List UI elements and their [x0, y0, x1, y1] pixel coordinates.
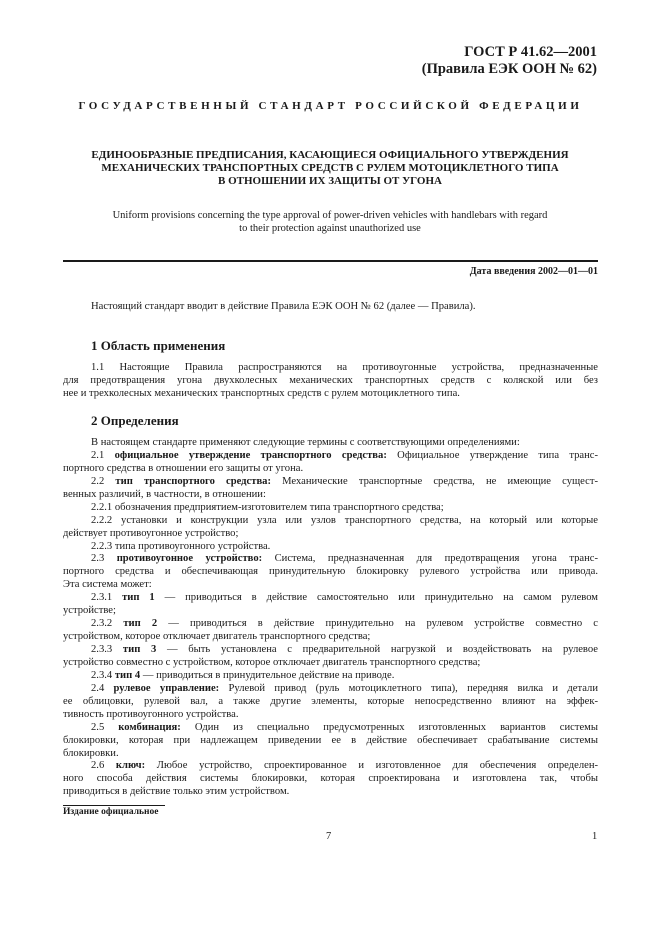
gost-code-block [422, 44, 597, 78]
paragraph-line: устройством, которое отключает двигатель транспортного средства; [63, 631, 371, 643]
defined-term: тип 1 [122, 592, 155, 604]
paragraph-line: действует противоугонное устройство; [63, 527, 239, 539]
definition-line [63, 618, 598, 631]
definition-text: — приводиться в принудительное действие на приводе. [140, 669, 395, 681]
defined-term: тип 2 [123, 618, 158, 630]
definition-text: Рулевой привод (руль мотоциклетного типа), передняя вилка и детали [219, 682, 598, 694]
paragraph-line: Эта система может: [63, 579, 152, 591]
clause-number: 2.3.2 [91, 618, 124, 630]
clause-number: 2.5 [91, 721, 119, 733]
section-2-body [63, 437, 598, 799]
title-line: МЕХАНИЧЕСКИХ ТРАНСПОРТНЫХ СРЕДСТВ С РУЛЕМ МОТОЦИКЛЕТНОГО ТИПА [101, 162, 559, 174]
document-title [40, 149, 620, 188]
paragraph-line: приводиться в действие только этим устройством. [63, 786, 290, 798]
paragraph-line: ее облицовки, рулевой вал, а также другие элементы, которые непосредственно влияют на эффек- [63, 695, 598, 707]
definition-line [63, 476, 598, 489]
defined-term: комбинация: [118, 721, 181, 733]
definition-text: — приводиться в действие самостоятельно или принудительно на самом рулевом [154, 592, 598, 604]
title-divider [63, 260, 598, 262]
clause-number: 2.3.4 [91, 669, 115, 681]
definition-text: Один из специально предусмотренных изготовленных вариантов системы [180, 721, 598, 733]
definition-text: — быть установлена с предварительной нагрузкой и воздействовать на рулевое [156, 644, 598, 655]
definition-line [63, 760, 598, 773]
english-title-line: Uniform provisions concerning the type approval of power-driven vehicles with handlebars with regard [112, 210, 548, 221]
defined-term: противоугонное устройство: [116, 553, 263, 565]
clause-number: 2.4 [91, 682, 114, 694]
clause-number: 2.3.3 [91, 644, 123, 655]
introduction-date: Дата введения 2002—01—01 [469, 266, 598, 277]
definition-text: Официальное утверждение типа транс- [386, 449, 598, 461]
paragraph-line: 2.2.1 обозначения предприятием-изготовителем типа транспортного средства; [91, 501, 444, 513]
clause-number: 2.3 [91, 553, 117, 565]
paragraph-line: Настоящий стандарт вводит в действие Правила ЕЭК ООН № 62 (далее — Правила). [91, 301, 476, 312]
title-line: ЕДИНООБРАЗНЫЕ ПРЕДПИСАНИЯ, КАСАЮЩИЕСЯ ОФИЦИАЛЬНОГО УТВЕРЖДЕНИЯ [91, 149, 569, 161]
paragraph-line: блокировки, которая при надлежащем приведении ее в действие обеспечивает срабатывание системы [63, 734, 598, 746]
definition-text: Любое устройство, спроектированное и изготовленное для обеспечения определен- [145, 760, 598, 772]
state-standard-header: ГОСУДАРСТВЕННЫЙ СТАНДАРТ РОССИЙСКОЙ ФЕДЕРАЦИИ [78, 100, 583, 112]
paragraph-line: 1.1 Настоящие Правила распространяются на противоугонные устройства, предназначенные [91, 362, 598, 373]
page-number-right: 1 [592, 831, 598, 842]
gost-number: ГОСТ Р 41.62—2001 [464, 44, 597, 60]
paragraph-line: нее и трехколесных механических транспортных средств с рулем мотоциклетного типа. [63, 387, 460, 399]
paragraph-line: 2.2.3 типа противоугонного устройства. [91, 540, 271, 552]
definition-line [63, 553, 598, 566]
ece-rules-number: (Правила ЕЭК ООН № 62) [421, 61, 597, 77]
definition-line [63, 592, 598, 605]
paragraph-line: для предотвращения угона двухколесных механических транспортных средств с коляской или без [63, 374, 598, 386]
page-number-center: 7 [326, 831, 332, 842]
definition-text: Механические транспортные средства, не имеющие сущест- [270, 475, 598, 487]
english-title-line: to their protection against unauthorized use [239, 223, 421, 234]
edition-divider [63, 805, 165, 806]
definition-text: — приводиться в действие принудительно на рулевом устройстве совместно с [157, 618, 598, 630]
defined-term: рулевое управление: [113, 682, 220, 694]
paragraph-line: 2.2.2 установки и конструкции узла или узлов транспортного средства, на который или которые [91, 514, 598, 526]
paragraph-line: портного средства в отношении его защиты от угона. [63, 462, 304, 474]
paragraph-line: устройство совместно с устройством, которое отключает двигатель транспортного средства; [63, 656, 481, 668]
paragraph-line: тивность противоугонного устройства. [63, 708, 239, 720]
definition-line [63, 670, 598, 683]
section-1-body [63, 362, 598, 401]
defined-term: ключ: [115, 760, 146, 772]
definition-text: Система, предназначенная для предотвращения угона транс- [262, 553, 598, 565]
defined-term: тип 3 [122, 644, 157, 655]
clause-number: 2.3.1 [91, 592, 123, 604]
definition-line [63, 683, 598, 696]
paragraph-line: портного средства и обеспечивающая принудительную блокировку рулевого устройства или привода. [63, 566, 598, 578]
clause-number: 2.2 [91, 475, 116, 487]
paragraph-line: блокировки. [63, 747, 119, 759]
defined-term: тип 4 [114, 669, 141, 681]
clause-number: 2.6 [91, 760, 116, 772]
section-2-heading: 2 Определения [91, 413, 179, 428]
definition-line [63, 450, 598, 463]
intro-paragraph [63, 301, 598, 314]
definition-line [63, 644, 598, 657]
paragraph-line: венных различий, в частности, в отношении: [63, 488, 266, 500]
official-edition-label: Издание официальное [63, 807, 159, 817]
paragraph-line: ного способа действия системы блокировки, которая спроектирована и изготовлена так, чтобы [63, 773, 598, 785]
defined-term: тип транспортного средства: [115, 475, 271, 487]
definition-line [63, 722, 598, 735]
clause-number: 2.1 [91, 449, 115, 461]
english-title [40, 209, 620, 235]
paragraph-line: устройстве; [63, 605, 116, 617]
title-line: В ОТНОШЕНИИ ИХ ЗАЩИТЫ ОТ УГОНА [218, 175, 442, 187]
defined-term: официальное утверждение транспортного средства: [114, 449, 387, 461]
paragraph-line: В настоящем стандарте применяют следующие термины с соответствующими определениями: [91, 437, 520, 448]
section-1-heading: 1 Область применения [91, 338, 226, 353]
